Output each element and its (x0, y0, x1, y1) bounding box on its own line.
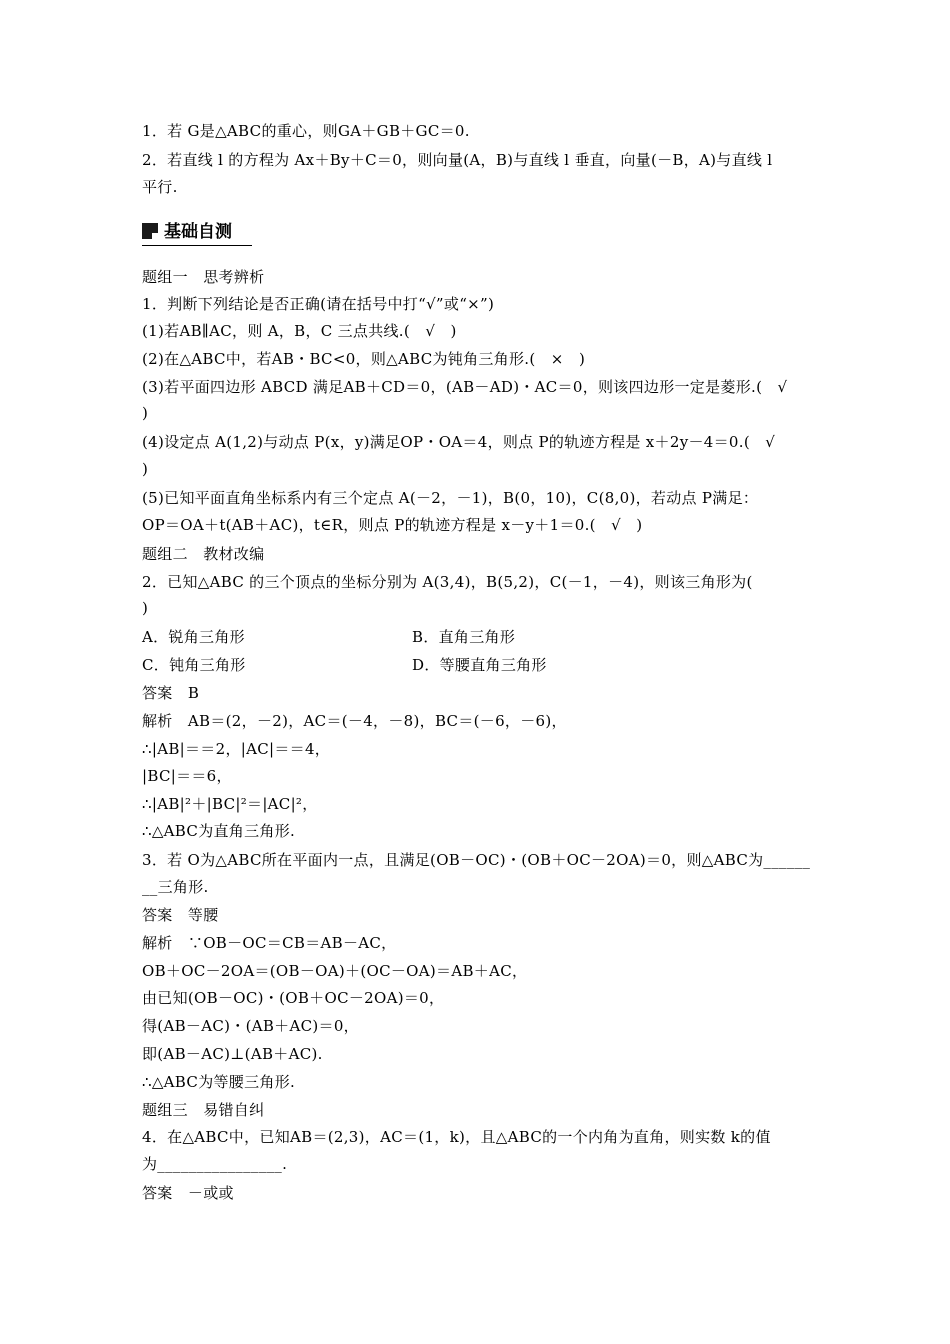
section-header (142, 218, 252, 248)
section-underline (142, 245, 252, 246)
statement-4a: (4)设定点 A(1,2)与动点 P(x，y)满足OP・OA＝4，则点 P的轨迹方程是 x＋2y－4＝0.( √ (142, 433, 776, 451)
solution-2-line-2: ∴|AB|＝＝2，|AC|＝＝4， (142, 740, 331, 758)
group-1-title: 题组一 思考辨析 (142, 268, 265, 286)
solution-3-line-1: 解析 ∵OB－OC＝CB＝AB－AC， (142, 934, 397, 952)
statement-5a: (5)已知平面直角坐标系内有三个定点 A(－2，－1)，B(0，10)，C(8,0)，若动点 P满足： (142, 489, 759, 507)
answer-4: 答案 －或或 (142, 1184, 234, 1202)
answer-3: 答案 等腰 (142, 906, 219, 924)
solution-2-line-4: ∴|AB|²＋|BC|²＝|AC|²， (142, 795, 318, 813)
option-c: C．钝角三角形 (142, 656, 246, 674)
option-b: B．直角三角形 (412, 628, 516, 646)
option-d: D．等腰直角三角形 (412, 656, 547, 674)
answer-2: 答案 B (142, 684, 200, 702)
statement-3a: (3)若平面四边形 ABCD 满足AB＋CD＝0，(AB－AD)・AC＝0，则该四边形一定是菱形.( √ (142, 378, 788, 396)
question-2b: ) (142, 599, 149, 617)
statement-5b: OP＝OA＋t(AB＋AC)，t∈R，则点 P的轨迹方程是 x－y＋1＝0.( √ ) (142, 516, 643, 534)
statement-2: (2)在△ABC中，若AB・BC<0，则△ABC为钝角三角形.( × ) (142, 350, 586, 368)
option-a: A．锐角三角形 (142, 628, 245, 646)
question-3a: 3．若 O为△ABC所在平面内一点，且满足(OB－OC)・(OB＋OC－2OA)＝0，则△ABC为______ (142, 851, 811, 869)
solution-2-line-5: ∴△ABC为直角三角形. (142, 822, 296, 840)
solution-2-line-1: 解析 AB＝(2，－2)，AC＝(－4，－8)，BC＝(－6，－6)， (142, 712, 567, 730)
group-2-title: 题组二 教材改编 (142, 545, 265, 563)
intro-line-1: 1．若 G是△ABC的重心，则GA＋GB＋GC＝0. (142, 122, 470, 140)
group-3-title: 题组三 易错自纠 (142, 1101, 265, 1119)
statement-3b: ) (142, 404, 149, 422)
question-3b: __三角形. (142, 878, 209, 896)
question-1: 1．判断下列结论是否正确(请在括号中打“√”或“×”) (142, 295, 495, 313)
question-2a: 2．已知△ABC 的三个顶点的坐标分别为 A(3,4)，B(5,2)，C(－1，－4)，则该三角形为( (142, 573, 753, 591)
statement-1: (1)若AB∥AC，则 A，B，C 三点共线.( √ ) (142, 322, 457, 340)
question-4a: 4．在△ABC中，已知AB＝(2,3)，AC＝(1，k)，且△ABC的一个内角为直角，则实数 k的值 (142, 1128, 771, 1146)
solution-3-line-2: OB＋OC－2OA＝(OB－OA)＋(OC－OA)＝AB＋AC， (142, 962, 528, 980)
section-title: 基础自测 (164, 222, 232, 242)
solution-2-line-3: |BC|＝＝6， (142, 767, 232, 785)
solution-3-line-3: 由已知(OB－OC)・(OB＋OC－2OA)＝0， (142, 989, 445, 1007)
solution-3-line-6: ∴△ABC为等腰三角形. (142, 1073, 296, 1091)
intro-line-3: 平行. (142, 178, 178, 196)
section-marker-icon (142, 223, 158, 239)
question-4b: 为________________. (142, 1155, 288, 1173)
solution-3-line-5: 即(AB－AC)⊥(AB＋AC). (142, 1045, 323, 1063)
statement-4b: ) (142, 460, 149, 478)
intro-line-2: 2．若直线 l 的方程为 Ax＋By＋C＝0，则向量(A，B)与直线 l 垂直，向量(－B，A)与直线 l (142, 151, 773, 169)
solution-3-line-4: 得(AB－AC)・(AB＋AC)＝0， (142, 1017, 359, 1035)
